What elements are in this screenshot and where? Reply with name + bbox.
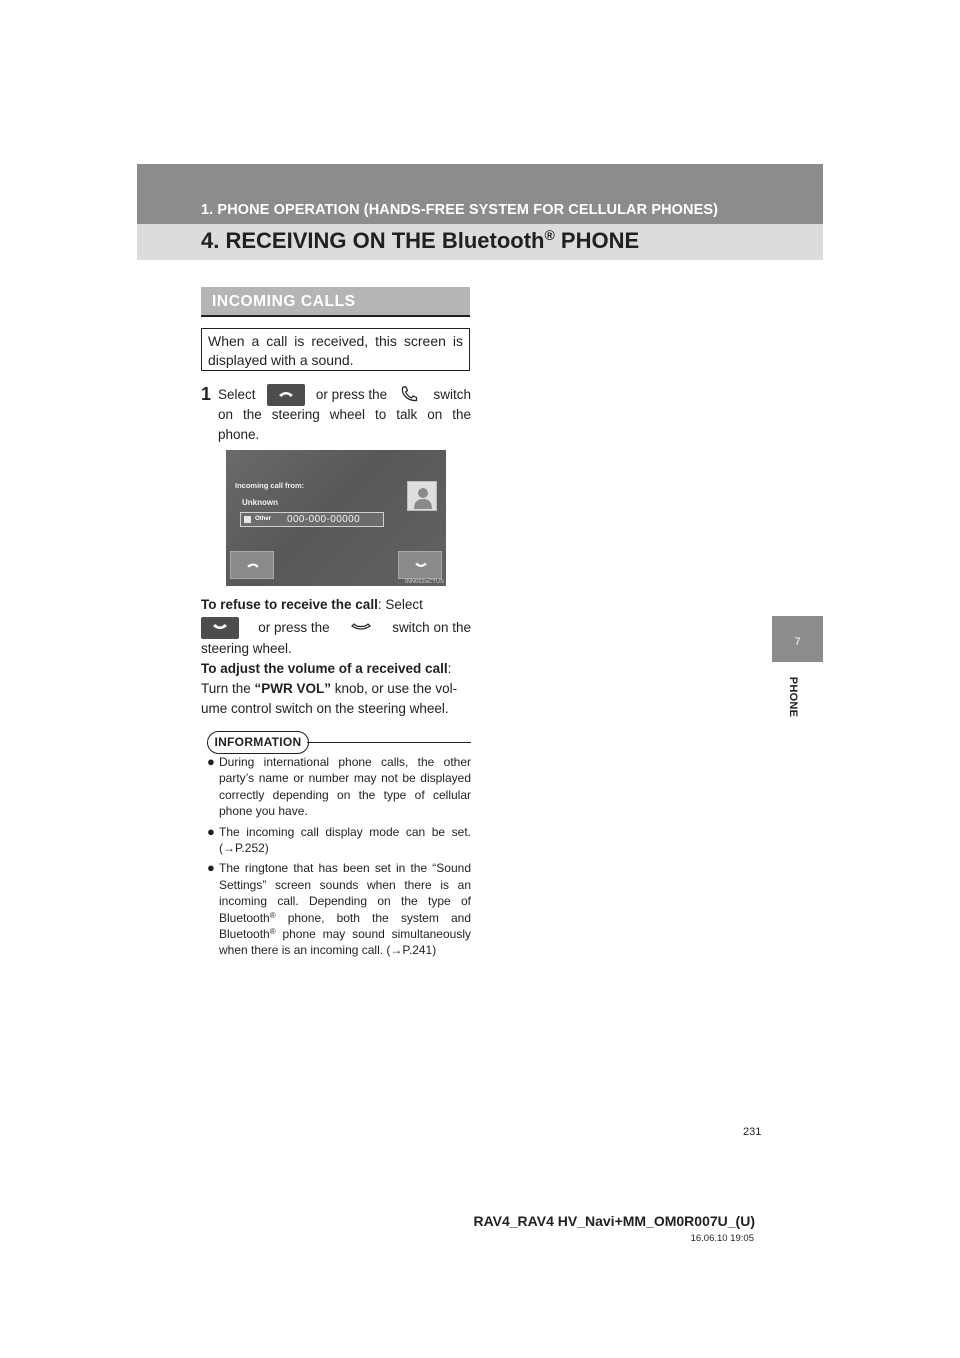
refuse-colon-select: : Select (377, 597, 423, 612)
document-date: 16.06.10 19:05 (690, 1233, 754, 1244)
phone-off-hook-icon (246, 561, 260, 571)
decline-call-button-icon (201, 617, 239, 639)
number-type: Other (255, 516, 272, 522)
bullet-icon: ● (207, 823, 215, 839)
step-line-3: phone. (218, 427, 260, 442)
chapter-side-label-text: PHONE (787, 676, 799, 718)
chapter-title (201, 227, 639, 255)
or-press-the: or press the (315, 387, 388, 402)
caller-name: Unknown (242, 498, 278, 507)
information-item-3a: The ringtone that has been set in the “Sound Settings” screen sounds when there is an incoming call. Depending on the type of Bluetooth (219, 861, 471, 925)
screen-decline-button[interactable] (398, 551, 442, 579)
bullet-icon: ● (207, 860, 215, 876)
refuse-line-3: steering wheel. (201, 641, 292, 656)
information-item-3b: phone, both the system and Bluetooth (219, 910, 471, 942)
information-item-2: The incoming call display mode can be set. (→P.252) (219, 824, 471, 856)
document-id: RAV4_RAV4 HV_Navi+MM_OM0R007U_(U) (473, 1213, 755, 1229)
information-item-1: During international phone calls, the other party’s name or number may not be displayed correctly depending on the type of cellular phone you have. (219, 755, 471, 819)
incoming-calls-title: INCOMING CALLS (212, 293, 356, 310)
switch-word: switch (433, 387, 471, 402)
adjust-line-3: ume control switch on the steering wheel. (201, 701, 449, 716)
information-item-3c: phone may sound simultaneously when there is an incoming call. (→P.241) (219, 927, 471, 958)
registered-mark: ® (544, 227, 555, 243)
refuse-line-1 (201, 595, 471, 615)
select-word: Select (218, 387, 256, 402)
phone-handset-icon (398, 385, 422, 403)
information-item (207, 824, 471, 857)
contact-avatar (407, 481, 437, 511)
adjust-turn-the: Turn the (201, 681, 255, 696)
information-item (207, 754, 471, 820)
refuse-heading (201, 595, 423, 615)
refuse-or-press: or press the (258, 620, 330, 635)
adjust-line-2 (201, 679, 471, 699)
incoming-call-label: Incoming call from: (235, 481, 305, 490)
phone-on-hook-icon (212, 622, 228, 634)
phone-hangup-icon (349, 622, 373, 634)
chapter-tab (772, 616, 823, 662)
screen-accept-button[interactable] (230, 551, 274, 579)
incoming-calls-header (201, 287, 470, 317)
chapter-side-label (786, 672, 800, 722)
image-code: INN002aCTUS (405, 579, 444, 585)
phone-off-hook-icon (278, 389, 294, 401)
step-number: 1 (201, 384, 212, 404)
pwr-vol-knob-name: “PWR VOL” (254, 681, 332, 696)
information-item (207, 860, 471, 958)
phone-on-hook-icon (414, 561, 428, 571)
caller-number-box (240, 512, 384, 527)
refuse-switch-on-the: switch on the (392, 620, 471, 635)
section-title: 1. PHONE OPERATION (HANDS-FREE SYSTEM FOR CELLULAR PHONES) (201, 202, 719, 218)
incoming-call-screenshot (226, 450, 446, 586)
step-line-1 (218, 385, 471, 406)
adjust-heading-bold: To adjust the volume of a received call (201, 661, 448, 676)
step-line-2: on the steering wheel to talk on the (218, 407, 471, 422)
information-list (207, 754, 471, 963)
adjust-line-2-rest: knob, or use the vol- (331, 681, 458, 696)
caller-number: 000-000-00000 (287, 514, 361, 525)
refuse-line-2 (201, 617, 471, 639)
number-type-icon (244, 516, 251, 523)
registered-mark: ® (269, 927, 276, 937)
adjust-line-1 (201, 659, 471, 679)
adjust-colon: : (447, 661, 452, 676)
page-number: 231 (743, 1126, 762, 1138)
information-label: INFORMATION (207, 731, 309, 754)
chapter-title-text: 4. RECEIVING ON THE Bluetooth (201, 228, 545, 253)
bullet-icon: ● (207, 754, 215, 769)
intro-box: When a call is received, this screen is displayed with a sound. (201, 328, 470, 371)
chapter-tab-number: 7 (794, 636, 801, 648)
person-icon (408, 482, 438, 512)
chapter-title-suffix: PHONE (554, 228, 640, 253)
registered-mark: ® (269, 910, 276, 920)
refuse-heading-bold: To refuse to receive the call (201, 597, 378, 612)
accept-call-button-icon (267, 384, 305, 406)
